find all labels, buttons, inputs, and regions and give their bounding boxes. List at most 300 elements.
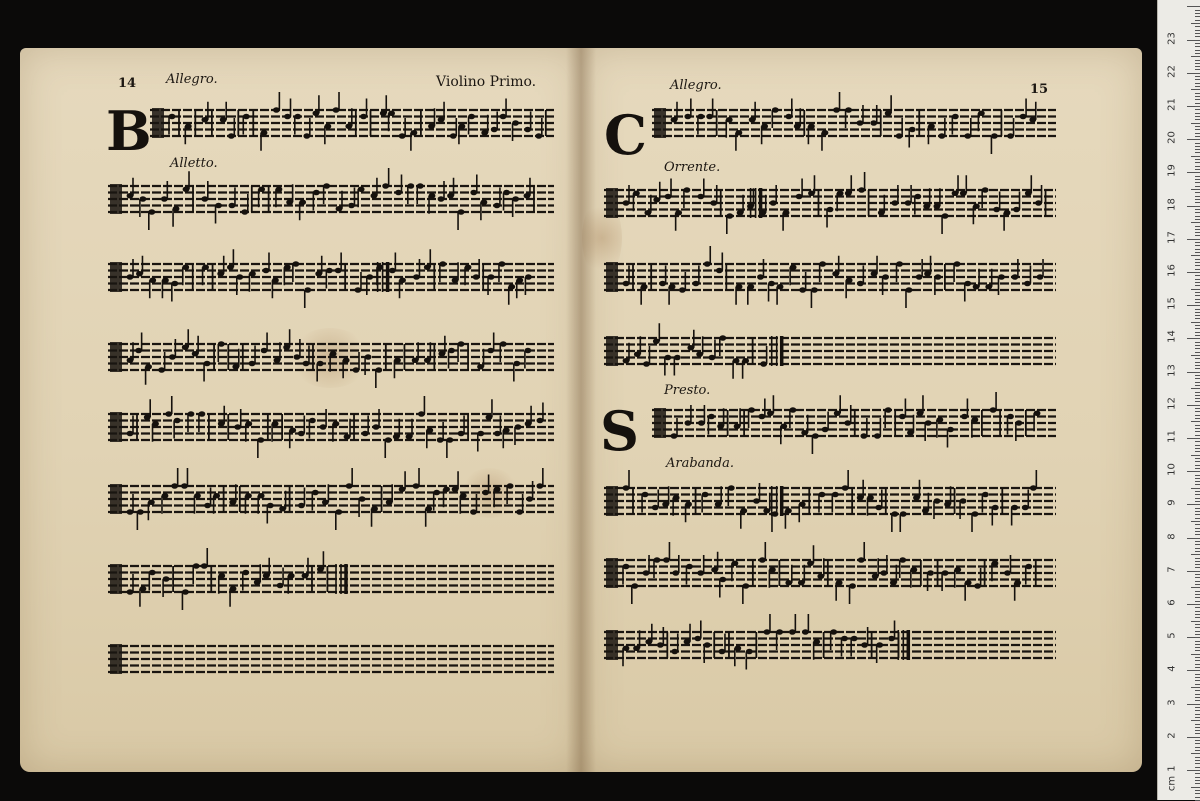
ruler-tick [1187,372,1200,373]
ruler-tick [1195,445,1200,446]
ruler-tick [1195,541,1200,542]
ruler-tick [1195,733,1200,734]
ruler-tick [1195,113,1200,114]
ruler-tick [1195,196,1200,197]
ruler-tick [1195,79,1200,80]
ruler-tick [1187,172,1200,173]
ruler-tick [1195,342,1200,343]
ruler-tick [1195,398,1200,399]
ruler-tick [1191,156,1200,157]
ruler-tick [1195,448,1200,449]
ruler-tick [1195,318,1200,319]
ruler-tick [1195,577,1200,578]
ruler-number: 14 [1166,330,1178,344]
ruler-tick [1195,116,1200,117]
ruler-number: 23 [1166,31,1178,45]
ruler-tick [1191,123,1200,124]
ruler-tick [1195,597,1200,598]
clef-glyph [654,408,666,438]
ruler-tick [1195,511,1200,512]
ruler-tick [1191,787,1200,788]
ruler-tick [1195,20,1200,21]
ruler-number: 16 [1166,264,1178,277]
ruler-number: 12 [1166,396,1178,410]
ruler-tick [1191,255,1200,256]
ruler-tick [1195,664,1200,665]
ruler-tick [1195,109,1200,110]
ruler-tick [1195,747,1200,748]
ruler-tick [1195,714,1200,715]
ruler-tick [1195,757,1200,758]
ruler-tick [1195,69,1200,70]
ruler-number: 11 [1166,430,1178,443]
ruler-tick [1195,282,1200,283]
ruler-tick [1195,176,1200,177]
ruler-tick [1187,637,1200,638]
ruler-tick [1195,508,1200,509]
ruler-tick [1187,272,1200,273]
ruler-number: 6 [1166,599,1178,606]
ruler-tick [1195,534,1200,535]
ruler-tick [1195,660,1200,661]
ruler-tick [1195,36,1200,37]
ruler-tick [1195,724,1200,725]
ruler-tick [1195,199,1200,200]
music-staff [108,476,554,526]
ruler-tick [1195,584,1200,585]
ruler-number: 2 [1166,732,1178,739]
ruler-tick [1191,654,1200,655]
ruler-tick [1195,103,1200,104]
ruler-tick [1195,335,1200,336]
ruler-tick [1195,26,1200,27]
ruler-tick [1187,704,1200,705]
ruler-tick [1195,133,1200,134]
ruler-tick [1195,262,1200,263]
ruler-tick [1195,245,1200,246]
ruler-tick [1195,475,1200,476]
ruler-tick [1195,567,1200,568]
ruler-tick [1195,684,1200,685]
ruler-tick [1187,73,1200,74]
ruler-tick [1195,279,1200,280]
ruler-tick [1195,677,1200,678]
ruler-tick [1195,607,1200,608]
ruler-tick [1195,408,1200,409]
clef-glyph [110,342,122,372]
ruler-tick [1195,431,1200,432]
ruler-tick [1195,392,1200,393]
ruler-tick [1195,481,1200,482]
ruler-tick [1191,621,1200,622]
music-staff [108,254,554,304]
clef-glyph [606,558,618,588]
ruler-tick [1187,106,1200,107]
ruler-tick [1191,587,1200,588]
section-heading: Allegro. [670,78,722,93]
music-staff [108,334,554,384]
ruler-tick [1195,365,1200,366]
music-staff [604,622,1056,672]
ruler-tick [1195,793,1200,794]
ruler-tick [1187,206,1200,207]
music-staff [108,636,554,686]
ruler-tick [1195,425,1200,426]
ruler-tick [1195,395,1200,396]
ruler-tick [1195,166,1200,167]
ruler-tick [1195,192,1200,193]
music-staff [604,550,1056,600]
ruler-tick [1191,89,1200,90]
ruler-tick [1195,50,1200,51]
ruler-tick [1191,189,1200,190]
ruler-tick [1195,690,1200,691]
ruler-unit-label: cm [1166,775,1178,792]
music-staff [652,100,1056,150]
ruler-tick [1195,352,1200,353]
ruler-tick [1195,528,1200,529]
ruler-tick [1195,375,1200,376]
ruler-tick [1187,737,1200,738]
ruler-tick [1195,136,1200,137]
ruler-tick [1195,435,1200,436]
ruler-tick [1195,441,1200,442]
ruler-tick [1187,239,1200,240]
section-heading: Presto. [664,383,711,398]
ruler-tick [1195,169,1200,170]
ruler-tick [1195,767,1200,768]
ruler-tick [1195,451,1200,452]
ruler-tick [1195,292,1200,293]
ruler-tick [1195,697,1200,698]
ruler-number: 10 [1166,463,1178,477]
ruler-tick [1195,275,1200,276]
ruler-tick [1195,345,1200,346]
ruler-tick [1195,657,1200,658]
ruler-tick [1195,235,1200,236]
ruler-tick [1195,33,1200,34]
ruler-tick [1195,16,1200,17]
ruler-tick [1195,601,1200,602]
ruler-tick [1195,730,1200,731]
ruler-tick [1195,219,1200,220]
ruler-tick [1195,680,1200,681]
ruler-tick [1195,10,1200,11]
clef-glyph [654,108,666,138]
ruler-tick [1195,544,1200,545]
ruler-tick [1195,501,1200,502]
ruler-number: 1 [1166,765,1178,772]
ruler-number: 18 [1166,197,1178,211]
ruler-tick [1195,328,1200,329]
ruler-tick [1195,385,1200,386]
ruler-tick [1195,368,1200,369]
ruler-tick [1187,770,1200,771]
ruler-tick [1195,229,1200,230]
ruler-tick [1195,783,1200,784]
clef-glyph [152,108,164,138]
ruler-tick [1195,143,1200,144]
ruler-number: 13 [1166,363,1178,377]
ruler-tick [1195,186,1200,187]
ruler-tick [1195,362,1200,363]
ruler-tick [1187,405,1200,406]
ruler-tick [1195,574,1200,575]
ruler-tick [1195,548,1200,549]
ruler-tick [1191,23,1200,24]
ruler-tick [1195,209,1200,210]
ruler-tick [1195,717,1200,718]
ruler-tick [1195,750,1200,751]
ruler-tick [1195,53,1200,54]
ruler-tick [1195,411,1200,412]
ruler-number: 3 [1166,698,1178,706]
ruler-tick [1195,66,1200,67]
ruler-tick [1195,252,1200,253]
ruler-tick [1195,491,1200,492]
ruler-tick [1195,382,1200,383]
ruler-tick [1195,624,1200,625]
ruler-tick [1195,159,1200,160]
ruler-tick [1195,126,1200,127]
ruler-tick [1195,265,1200,266]
ruler-tick [1195,348,1200,349]
ruler-tick [1195,634,1200,635]
ruler-tick [1191,322,1200,323]
music-staff [108,404,554,454]
music-staff [652,400,1056,450]
ruler-tick [1195,531,1200,532]
section-heading: Allegro. [166,72,218,87]
ruler-tick [1187,604,1200,605]
clef-glyph [110,184,122,214]
initial-letter: S [600,399,639,463]
clef-glyph [110,262,122,292]
ruler-tick [1187,471,1200,472]
music-staff [150,100,554,150]
ruler-tick [1195,152,1200,153]
ruler-tick [1187,338,1200,339]
ruler-tick [1195,212,1200,213]
ruler-tick [1195,76,1200,77]
ruler-number: 21 [1166,98,1178,111]
ruler-tick [1195,484,1200,485]
ruler-tick [1195,226,1200,227]
clef-glyph [606,336,618,366]
ruler-tick [1195,146,1200,147]
ruler-tick [1195,760,1200,761]
ruler-tick [1191,388,1200,389]
ruler-tick [1191,554,1200,555]
ruler-tick [1191,222,1200,223]
ruler-tick [1195,667,1200,668]
ruler-tick [1187,305,1200,306]
ruler-tick [1195,325,1200,326]
book-gutter [566,48,596,772]
ruler-tick [1195,242,1200,243]
ruler-tick [1195,777,1200,778]
music-staff [604,180,1056,230]
ruler-number: 20 [1166,131,1178,145]
music-staff [604,254,1056,304]
ruler-tick [1195,478,1200,479]
ruler-tick [1187,538,1200,539]
ruler-tick [1195,551,1200,552]
ruler-tick [1195,674,1200,675]
ruler-tick [1195,773,1200,774]
ruler-tick [1195,591,1200,592]
ruler-tick [1195,46,1200,47]
music-staff [108,556,554,606]
ruler-tick [1195,650,1200,651]
clef-glyph [606,262,618,292]
ruler-tick [1195,465,1200,466]
ruler-tick [1195,358,1200,359]
ruler-tick [1187,139,1200,140]
ruler-tick [1195,86,1200,87]
ruler-tick [1195,524,1200,525]
ruler-tick [1195,458,1200,459]
ruler-tick [1195,162,1200,163]
ruler-tick [1195,797,1200,798]
ruler-tick [1191,521,1200,522]
ruler-tick [1195,182,1200,183]
ruler-tick [1195,309,1200,310]
ruler-tick [1195,249,1200,250]
ruler-tick [1195,644,1200,645]
ruler-number: 4 [1166,665,1178,673]
ruler-tick [1195,315,1200,316]
ruler-tick [1195,647,1200,648]
ruler-tick [1191,355,1200,356]
measuring-ruler [1157,0,1200,800]
ruler-tick [1195,295,1200,296]
ruler-number: 17 [1166,230,1178,244]
running-title: Violino Primo. [436,74,537,90]
ruler-tick [1195,561,1200,562]
initial-letter: C [604,103,647,167]
ruler-tick [1195,13,1200,14]
section-heading: Arabanda. [666,456,735,471]
ruler-tick [1195,564,1200,565]
ruler-tick [1195,727,1200,728]
ruler-tick [1195,202,1200,203]
ruler-tick [1195,302,1200,303]
ruler-tick [1195,401,1200,402]
ruler-tick [1195,514,1200,515]
ruler-tick [1195,216,1200,217]
ruler-tick [1195,641,1200,642]
ruler-tick [1195,710,1200,711]
ruler-number: 5 [1166,632,1178,639]
music-staff [604,478,1056,528]
ruler-tick [1195,232,1200,233]
ruler-tick [1195,790,1200,791]
music-staff [108,176,554,226]
ruler-tick [1191,753,1200,754]
ruler-number: 15 [1166,297,1178,311]
ruler-tick [1195,418,1200,419]
ruler-tick [1187,438,1200,439]
clef-glyph [606,486,618,516]
ruler-tick [1195,99,1200,100]
ruler-tick [1195,558,1200,559]
ruler-tick [1187,504,1200,505]
ruler-number: 22 [1166,64,1178,78]
ruler-tick [1195,149,1200,150]
ruler-tick [1195,740,1200,741]
page-number-right: 15 [1030,82,1049,97]
ruler-tick [1195,83,1200,84]
ruler-tick [1195,627,1200,628]
ruler-tick [1195,63,1200,64]
ruler-tick [1195,700,1200,701]
ruler-tick [1191,421,1200,422]
music-staff [604,328,1056,378]
ruler-tick [1195,694,1200,695]
ruler-tick [1191,56,1200,57]
ruler-tick [1195,468,1200,469]
ruler-number: 7 [1166,566,1178,573]
clef-glyph [110,412,122,442]
ruler-tick [1195,614,1200,615]
ruler-tick [1191,720,1200,721]
ruler-tick [1195,299,1200,300]
ruler-tick [1195,461,1200,462]
ruler-tick [1195,96,1200,97]
ruler-number: 9 [1166,499,1178,507]
ruler-tick [1195,581,1200,582]
ruler-tick [1195,30,1200,31]
ruler-tick [1195,285,1200,286]
ruler-tick [1191,289,1200,290]
ruler-tick [1195,312,1200,313]
clef-glyph [606,188,618,218]
initial-letter: B [106,99,152,163]
ruler-tick [1187,670,1200,671]
ruler-tick [1195,611,1200,612]
ruler-tick [1195,259,1200,260]
ruler-tick [1195,378,1200,379]
ruler-number: 8 [1166,532,1178,540]
ruler-tick [1195,631,1200,632]
clef-glyph [110,564,122,594]
section-heading: Alletto. [170,156,218,171]
clef-glyph [606,630,618,660]
ruler-tick [1195,179,1200,180]
ruler-tick [1187,40,1200,41]
ruler-tick [1191,687,1200,688]
ruler-tick [1195,763,1200,764]
clef-glyph [110,484,122,514]
ruler-tick [1195,743,1200,744]
ruler-tick [1195,594,1200,595]
ruler-tick [1187,6,1200,7]
ruler-tick [1195,60,1200,61]
ruler-number: 19 [1166,164,1178,178]
ruler-tick [1195,780,1200,781]
ruler-tick [1195,119,1200,120]
ruler-tick [1195,129,1200,130]
section-heading: Orrente. [664,160,721,175]
page-number-left: 14 [118,76,137,91]
ruler-tick [1195,93,1200,94]
ruler-tick [1195,707,1200,708]
ruler-tick [1195,518,1200,519]
ruler-tick [1195,43,1200,44]
ruler-tick [1187,571,1200,572]
ruler-tick [1195,269,1200,270]
